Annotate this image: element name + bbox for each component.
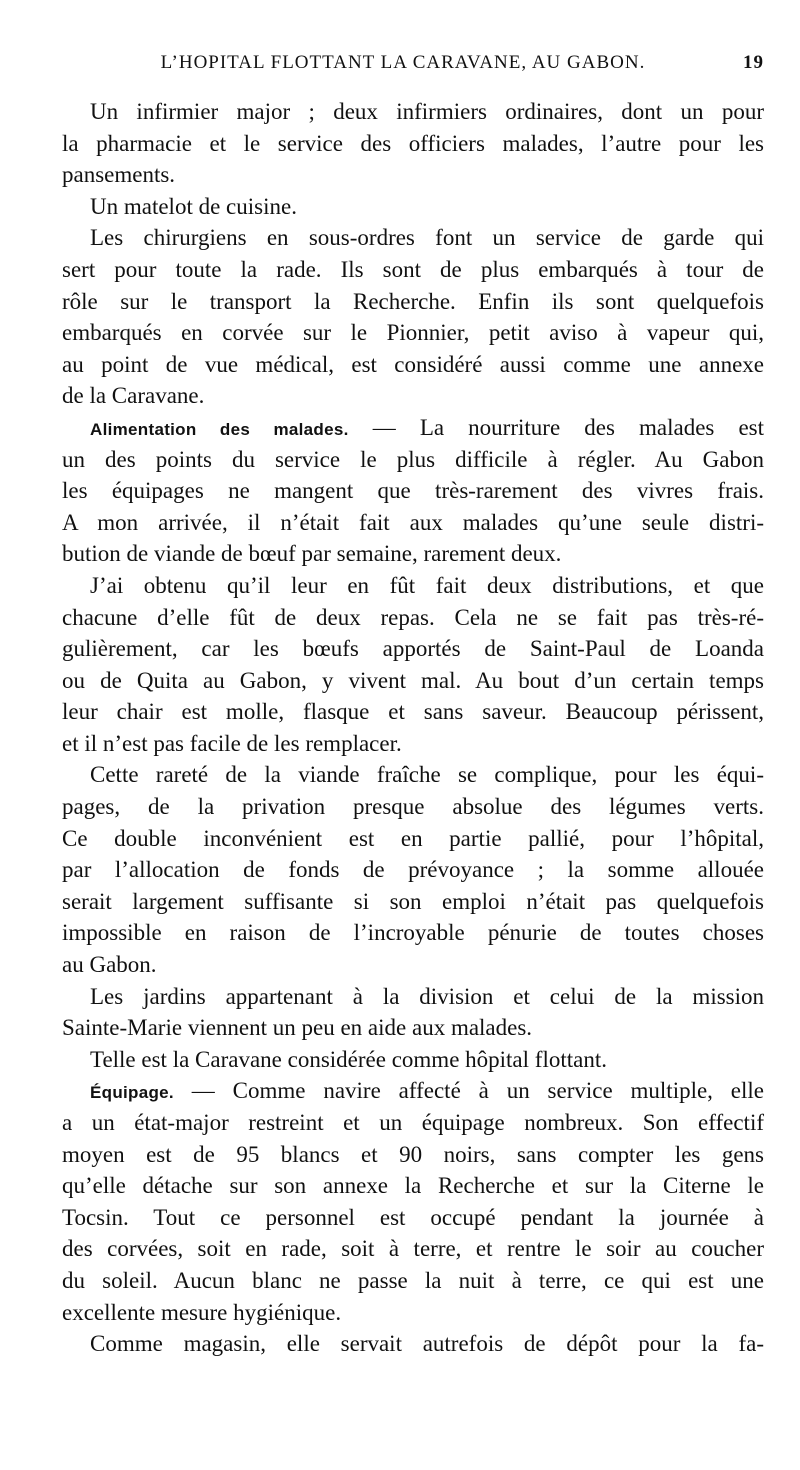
text-line (62, 1044, 764, 1076)
text-line (62, 159, 764, 191)
text-line (62, 570, 764, 602)
text-line (62, 1233, 764, 1265)
text-line (62, 1075, 764, 1107)
text-line (62, 759, 764, 791)
text-line (62, 1328, 764, 1360)
line-text: par l’allocation de fonds de prévoyance ; la somme allouée (62, 857, 764, 883)
text-line (62, 475, 764, 507)
text-line (62, 886, 764, 918)
line-text: chacune d’elle fût de deux repas. Cela ne se fait pas très-ré- (62, 604, 764, 630)
text-line (62, 696, 764, 728)
line-text: embarqués en corvée sur le Pionnier, petit aviso à vapeur qui, (62, 320, 764, 346)
text-line (62, 96, 764, 128)
line-text: Les chirurgiens en sous-ordres font un service de garde qui (90, 225, 764, 251)
line-text: excellente mesure hygiénique. (62, 1299, 342, 1325)
line-text: un des points du service le plus difficile à régler. Au Gabon (62, 446, 764, 472)
line-text: Un matelot de cuisine. (90, 193, 297, 219)
page-number: 19 (743, 52, 764, 73)
text-line (62, 1297, 764, 1329)
text-line (62, 1107, 764, 1139)
line-text: pages, de la privation presque absolue des légumes verts. (62, 794, 764, 820)
text-line (62, 538, 764, 570)
text-line (62, 949, 764, 981)
text-line (62, 128, 764, 160)
text-line (62, 286, 764, 318)
line-text: J’ai obtenu qu’il leur en fût fait deux distributions, et que (90, 572, 764, 598)
running-title: L’HOPITAL FLOTTANT LA CARAVANE, AU GABON. (160, 52, 646, 73)
text-line (62, 412, 764, 444)
line-text: ou de Quita au Gabon, y vivent mal. Au bout d’un certain temps (62, 667, 764, 693)
text-line (62, 1139, 764, 1171)
line-text: bution de viande de bœuf par semaine, rarement deux. (62, 541, 562, 567)
line-text: Cette rareté de la viande fraîche se complique, pour les équi- (90, 762, 764, 788)
text-line (62, 823, 764, 855)
text-line (62, 1202, 764, 1234)
section-run-in-heading: Équipage. (90, 1083, 174, 1103)
line-text: la pharmacie et le service des officiers malades, l’autre pour les (62, 130, 764, 156)
text-line (62, 981, 764, 1013)
line-text: — Comme navire affecté à un service multiple, elle (173, 1078, 764, 1104)
text-line (62, 380, 764, 412)
line-text: serait largement suffisante si son emploi n’était pas quelquefois (62, 888, 764, 914)
text-line (62, 349, 764, 381)
line-text: et il n’est pas facile de les remplacer. (62, 730, 402, 756)
text-line (62, 917, 764, 949)
text-line (62, 507, 764, 539)
line-text: Les jardins appartenant à la division et celui de la mission (90, 983, 764, 1009)
text-line (62, 191, 764, 223)
text-line (62, 728, 764, 760)
text-line (62, 1012, 764, 1044)
line-text: pansements. (62, 162, 176, 188)
section-run-in-heading: Alimentation des malades. (90, 419, 349, 439)
line-text: moyen est de 95 blancs et 90 noirs, sans compter les gens (62, 1141, 764, 1167)
text-line (62, 222, 764, 254)
line-text: gulièrement, car les bœufs apportés de Saint-Paul de Loanda (62, 636, 764, 662)
line-text: A mon arrivée, il n’était fait aux malades qu’une seule distri- (62, 509, 764, 535)
text-line (62, 444, 764, 476)
text-line (62, 791, 764, 823)
line-text: Un infirmier major ; deux infirmiers ordinaires, dont un pour (90, 99, 764, 124)
line-text: au Gabon. (62, 952, 157, 978)
running-header (62, 52, 764, 96)
line-text: Sainte-Marie viennent un peu en aide aux malades. (62, 1015, 533, 1041)
line-text: qu’elle détache sur son annexe la Recherche et sur la Citerne le (62, 1173, 764, 1199)
line-text: leur chair est molle, flasque et sans saveur. Beaucoup périssent, (62, 699, 764, 725)
line-text: a un état-major restreint et un équipage nombreux. Son effectif (62, 1110, 764, 1135)
line-text: — La nourriture des malades est (348, 414, 764, 440)
line-text: du soleil. Aucun blanc ne passe la nuit à terre, ce qui est une (62, 1267, 764, 1293)
text-line (62, 854, 764, 886)
text-line (62, 1265, 764, 1297)
line-text: Tocsin. Tout ce personnel est occupé pendant la journée à (62, 1204, 764, 1230)
line-text: les équipages ne mangent que très-rarement des vivres frais. (62, 478, 764, 504)
line-text: des corvées, soit en rade, soit à terre, et rentre le soir au coucher (62, 1236, 764, 1262)
line-text: au point de vue médical, est considéré aussi comme une annexe (62, 351, 764, 377)
text-line (62, 665, 764, 697)
line-text: Ce double inconvénient est en partie pallié, pour l’hôpital, (62, 825, 764, 851)
text-line (62, 254, 764, 286)
text-line (62, 633, 764, 665)
line-text: sert pour toute la rade. Ils sont de plus embarqués à tour de (62, 256, 764, 282)
text-line (62, 1170, 764, 1202)
text-line (62, 317, 764, 349)
line-text: Comme magasin, elle servait autrefois de dépôt pour la fa- (90, 1331, 764, 1357)
line-text: impossible en raison de l’incroyable pénurie de toutes choses (62, 920, 764, 946)
line-text: rôle sur le transport la Recherche. Enfin ils sont quelquefois (62, 288, 764, 314)
text-line (62, 602, 764, 634)
line-text: Telle est la Caravane considérée comme hôpital flottant. (90, 1046, 607, 1072)
body-text (62, 96, 764, 1360)
line-text: de la Caravane. (62, 383, 205, 409)
